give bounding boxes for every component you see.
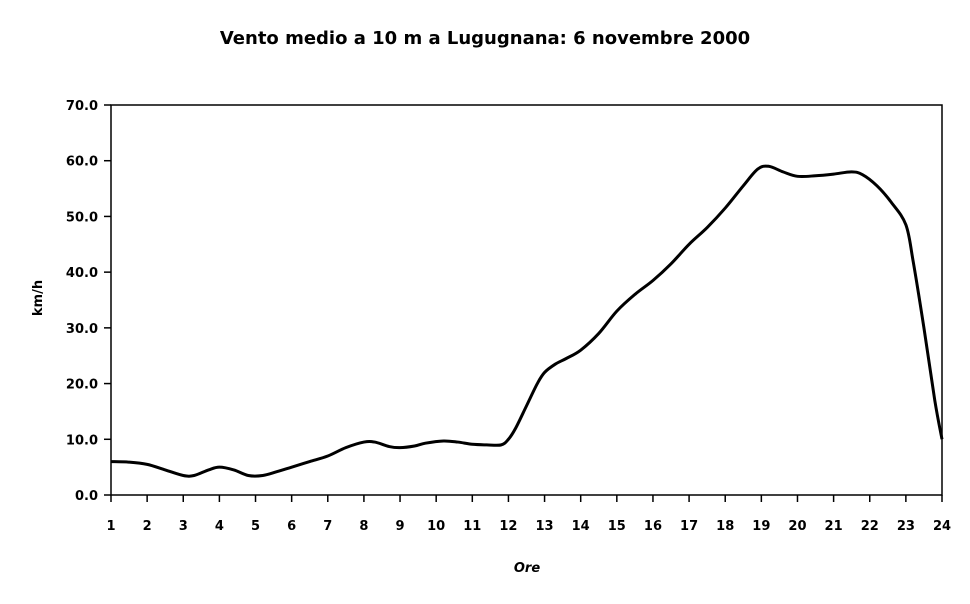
x-tick-label: 20 <box>788 519 807 534</box>
x-tick-label: 6 <box>287 519 297 534</box>
x-tick-label: 18 <box>716 519 735 534</box>
x-tick-label: 13 <box>535 519 554 534</box>
chart-title: Vento medio a 10 m a Lugugnana: 6 novembre 2000 <box>219 28 751 49</box>
x-tick-label: 1 <box>106 519 116 534</box>
x-tick-label: 3 <box>178 519 188 534</box>
x-tick-label: 23 <box>896 519 915 534</box>
x-tick-label: 14 <box>571 519 590 534</box>
y-tick-label: 0.0 <box>74 489 98 504</box>
y-tick-label: 50.0 <box>65 210 98 226</box>
x-tick-label: 4 <box>214 519 224 534</box>
y-tick-label: 10.0 <box>65 433 98 449</box>
x-tick-label: 2 <box>142 519 152 534</box>
x-tick-label: 17 <box>680 519 699 534</box>
x-tick-label: 5 <box>250 519 261 534</box>
x-tick-label: 21 <box>824 519 843 534</box>
x-tick-label: 9 <box>395 519 405 534</box>
y-tick-label: 20.0 <box>65 377 98 393</box>
series-line <box>111 166 942 476</box>
x-tick-label: 22 <box>860 519 879 534</box>
x-tick-label: 11 <box>463 519 482 534</box>
x-tick-label: 8 <box>359 519 369 534</box>
x-tick-label: 19 <box>752 519 771 534</box>
y-tick-label: 30.0 <box>65 321 98 337</box>
y-tick-label: 60.0 <box>65 154 98 170</box>
x-axis-title: Ore <box>513 561 541 576</box>
x-tick-label: 24 <box>932 519 952 534</box>
plot-area-frame <box>111 105 942 495</box>
x-tick-label: 7 <box>323 519 333 534</box>
x-tick-label: 15 <box>607 519 626 534</box>
x-tick-label: 16 <box>643 519 663 534</box>
x-tick-label: 10 <box>427 519 446 534</box>
y-axis-title: km/h <box>31 279 46 317</box>
y-tick-label: 70.0 <box>65 99 98 114</box>
x-tick-label: 12 <box>499 519 518 534</box>
y-tick-label: 40.0 <box>65 266 98 282</box>
